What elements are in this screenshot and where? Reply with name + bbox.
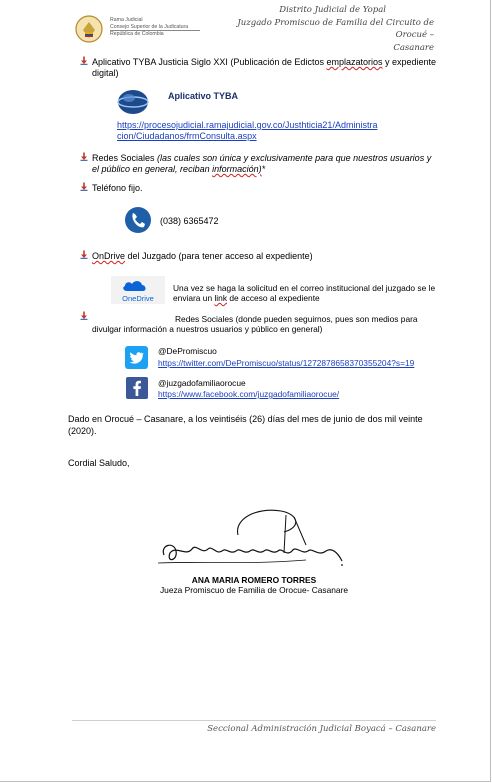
twitter-url[interactable]: https://twitter.com/DePromiscuo/status/1272878658370355204?s=19 xyxy=(158,358,415,368)
seal-text xyxy=(110,17,200,38)
court-header xyxy=(228,4,434,54)
onedrive-description-end: de acceso al expediente xyxy=(227,293,320,303)
tyba-item-text: Aplicativo TYBA Justicia Siglo XXI (Publicación de Edictos xyxy=(92,57,327,67)
twitter-icon[interactable] xyxy=(125,346,148,369)
tyba-url-line[interactable]: https://procesojudicial.ramajudicial.gov.co/Justhticia21/Administra xyxy=(117,120,378,130)
social-note-label: Redes Sociales xyxy=(92,153,158,163)
arrow-bullet-icon xyxy=(80,182,88,191)
phone-item-label: Teléfono fijo. xyxy=(92,183,143,193)
social-note-text: (las cuales son única y exclusivamente para que nuestros usuarios y el público en general, reciban xyxy=(92,153,432,174)
facebook-url[interactable]: https://www.facebook.com/juzgadofamiliaorocue/ xyxy=(158,389,340,399)
onedrive-logo-label: OneDrive xyxy=(122,294,154,303)
onedrive-description-flagged: link xyxy=(214,293,228,303)
facebook-icon[interactable] xyxy=(126,377,148,399)
tyba-logo xyxy=(116,88,150,116)
court-district: Distrito Judicial de Yopal xyxy=(279,5,386,15)
arrow-bullet-icon xyxy=(80,311,88,320)
tyba-url[interactable] xyxy=(117,120,437,142)
onedrive-description-text: Una vez se haga la solicitud en el correo institucional del juzgado se le enviara un xyxy=(173,283,436,303)
court-name: Juzgado Promiscuo de Familia del Circuito de Orocué – xyxy=(237,17,434,40)
handwritten-signature xyxy=(156,505,356,577)
seal-line: Consejo Superior de la Judicatura xyxy=(110,23,189,30)
onedrive-item-text: del Juzgado (para tener acceso al expediente) xyxy=(125,251,313,261)
networks-item: Redes Sociales (donde pueden seguirnos, pues son medios para divulgar información a nuestros usuarios y público en general) xyxy=(92,314,418,334)
arrow-bullet-icon xyxy=(80,250,88,259)
footer-text: Seccional Administración Judicial Boyacá – Casanare xyxy=(207,724,436,734)
salutation: Cordial Saludo, xyxy=(68,458,130,468)
tyba-item xyxy=(92,57,437,79)
tyba-logo-label: Aplicativo TYBA xyxy=(168,91,239,101)
onedrive-item-name: OnDrive xyxy=(92,251,126,261)
tyba-item-text-flagged: emplazatorios xyxy=(326,57,383,67)
signer-name: ANA MARIA ROMERO TORRES xyxy=(191,575,317,585)
signer-title: Jueza Promiscuo de Familia de Orocue- Casanare xyxy=(159,585,349,595)
phone-number: (038) 6365472 xyxy=(160,216,219,226)
onedrive-logo xyxy=(111,276,165,304)
twitter-handle: @DePromiscuo xyxy=(158,346,217,356)
dated-line: Dado en Orocué – Casanare, a los veintiséis (26) días del mes de junio de dos mil veinte (2020). xyxy=(68,414,423,436)
seal-line: Rama Judicial xyxy=(110,17,143,23)
tyba-item-text-end: y expediente digital) xyxy=(92,57,437,78)
footer-rule xyxy=(72,720,436,721)
onedrive-description xyxy=(173,283,438,303)
social-note-text-flagged: información) xyxy=(212,164,262,174)
facebook-handle: @juzgadofamiliaorocue xyxy=(158,378,246,388)
court-location: Casanare xyxy=(393,42,434,53)
colombia-seal-icon xyxy=(74,14,104,44)
seal-line: República de Colombia xyxy=(110,30,200,38)
phone-icon xyxy=(124,206,152,234)
social-note-item xyxy=(92,153,438,175)
tyba-url-line[interactable]: cion/Ciudadanos/frmConsulta.aspx xyxy=(117,131,257,141)
onedrive-item xyxy=(92,251,432,262)
arrow-bullet-icon xyxy=(80,152,88,161)
social-note-mark: * xyxy=(261,164,266,174)
arrow-bullet-icon xyxy=(80,56,88,65)
